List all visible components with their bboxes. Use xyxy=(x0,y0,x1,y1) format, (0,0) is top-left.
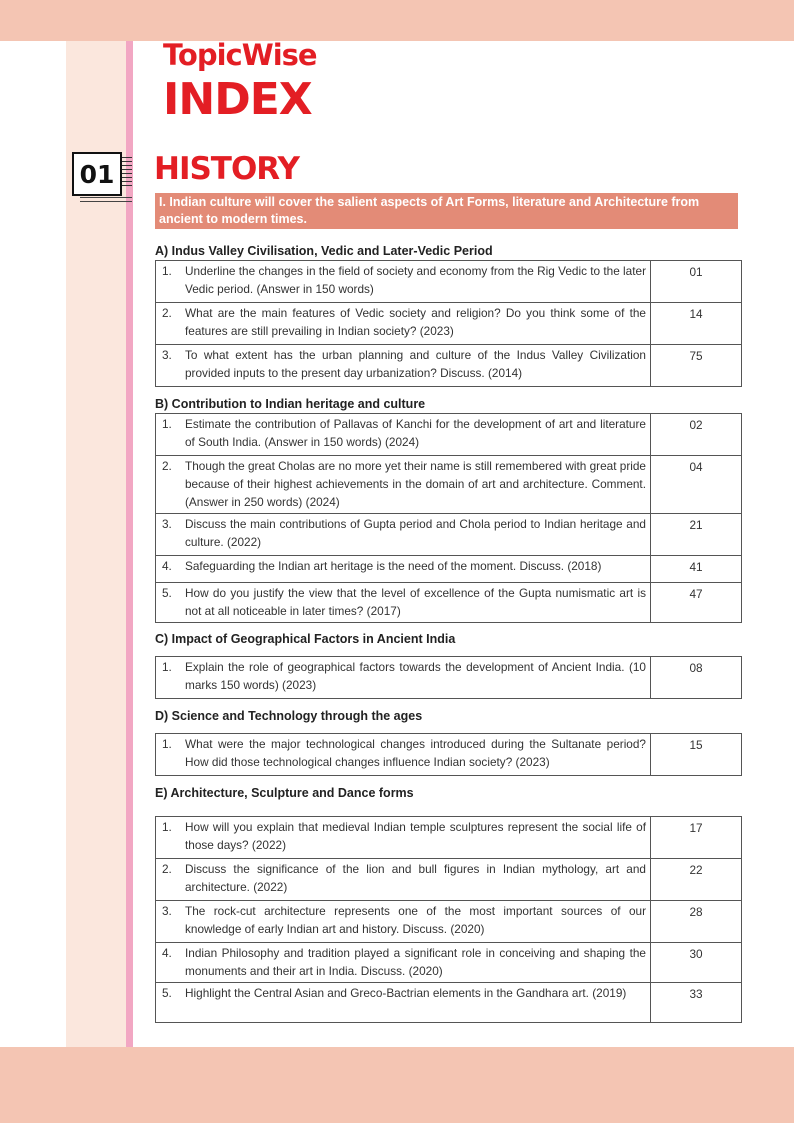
group-heading-a: A) Indus Valley Civilisation, Vedic and Later-Vedic Period xyxy=(155,244,493,258)
page-number: 01 xyxy=(651,261,742,303)
question-text: How do you justify the view that the level of excellence of the Gupta numismatic art is not at all noticeable in later times? (2017) xyxy=(185,586,646,618)
table-row xyxy=(156,901,742,943)
page-number: 47 xyxy=(651,583,742,623)
group-heading-b: B) Contribution to Indian heritage and culture xyxy=(155,397,426,411)
page-number: 22 xyxy=(651,859,742,901)
page-number: 28 xyxy=(651,901,742,943)
table-row xyxy=(156,261,742,303)
brand-index: INDEX xyxy=(163,74,312,125)
question-number: 3. xyxy=(162,517,172,531)
question-number: 2. xyxy=(162,862,172,876)
question-text: Discuss the main contributions of Gupta period and Chola period to Indian heritage and culture. (2022) xyxy=(185,517,646,549)
page-number: 33 xyxy=(651,983,742,1023)
question-number: 3. xyxy=(162,904,172,918)
question-text: What were the major technological changes introduced during the Sultanate period? How did those technological changes influence Indian society? (2023) xyxy=(185,737,646,769)
question-number: 4. xyxy=(162,559,172,573)
question-text: Discuss the significance of the lion and bull figures in Indian mythology, art and architecture. (2022) xyxy=(185,862,646,894)
table-row xyxy=(156,456,742,514)
question-number: 1. xyxy=(162,660,172,674)
table-row xyxy=(156,345,742,387)
group-heading-c: C) Impact of Geographical Factors in Ancient India xyxy=(155,632,456,646)
group-heading-e: E) Architecture, Sculpture and Dance forms xyxy=(155,786,414,800)
question-table-d xyxy=(155,733,742,776)
question-number: 5. xyxy=(162,986,172,1000)
question-number: 2. xyxy=(162,306,172,320)
question-text: Safeguarding the Indian art heritage is the need of the moment. Discuss. (2018) xyxy=(185,559,602,573)
page-number: 30 xyxy=(651,943,742,983)
question-number: 4. xyxy=(162,946,172,960)
question-number: 1. xyxy=(162,417,172,431)
page-number: 75 xyxy=(651,345,742,387)
question-text: Highlight the Central Asian and Greco-Bactrian elements in the Gandhara art. (2019) xyxy=(185,986,627,1000)
question-number: 1. xyxy=(162,737,172,751)
table-row xyxy=(156,303,742,345)
bottom-band xyxy=(0,1047,794,1123)
question-text: Explain the role of geographical factors towards the development of Ancient India. (10 marks 150 words) (2023) xyxy=(185,660,646,692)
table-row xyxy=(156,859,742,901)
table-row xyxy=(156,817,742,859)
group-heading-d: D) Science and Technology through the ages xyxy=(155,709,423,723)
page-number: 21 xyxy=(651,514,742,556)
question-text: Though the great Cholas are no more yet their name is still remembered with great pride because of their highest achievements in the domain of art and architecture. Comment. (Answer in 250 words) (2024) xyxy=(185,459,646,509)
question-number: 1. xyxy=(162,820,172,834)
table-row xyxy=(156,556,742,583)
question-text: The rock-cut architecture represents one of the most important sources of our knowledge of early Indian art and history. Discuss. (2020) xyxy=(185,904,646,936)
top-band xyxy=(0,0,794,41)
question-number: 5. xyxy=(162,586,172,600)
theme-banner: I. Indian culture will cover the salient aspects of Art Forms, literature and Architecture from ancient to modern times. xyxy=(155,193,738,229)
page-number: 08 xyxy=(651,657,742,699)
question-text: Underline the changes in the field of society and economy from the Rig Vedic to the later Vedic period. (Answer in 150 words) xyxy=(185,264,647,296)
table-row xyxy=(156,657,742,699)
question-text: To what extent has the urban planning and culture of the Indus Valley Civilization provided inputs to the present day urbanization? Discuss. (2014) xyxy=(185,348,646,380)
question-text: How will you explain that medieval Indian temple sculptures represent the social life of those days? (2022) xyxy=(185,820,646,852)
question-number: 2. xyxy=(162,459,172,473)
page-number: 17 xyxy=(651,817,742,859)
question-number: 3. xyxy=(162,348,172,362)
table-row xyxy=(156,583,742,623)
page-number: 02 xyxy=(651,414,742,456)
question-table-e xyxy=(155,816,742,1023)
page-number: 14 xyxy=(651,303,742,345)
question-table-b xyxy=(155,413,742,623)
table-row xyxy=(156,734,742,776)
question-number: 1. xyxy=(162,264,172,278)
page-number: 41 xyxy=(651,556,742,583)
section-number-decoration xyxy=(80,197,132,205)
table-row xyxy=(156,514,742,556)
table-row xyxy=(156,983,742,1023)
page-number: 15 xyxy=(651,734,742,776)
question-table-a xyxy=(155,260,742,387)
page-number: 04 xyxy=(651,456,742,514)
section-title: HISTORY xyxy=(154,151,299,187)
brand-topicwise: TopicWise xyxy=(163,38,317,72)
table-row xyxy=(156,943,742,983)
question-text: Indian Philosophy and tradition played a significant role in conceiving and shaping the monuments and their art in India. Discuss. (2020) xyxy=(185,946,646,978)
left-stripe xyxy=(126,41,133,1047)
question-table-c xyxy=(155,656,742,699)
section-number: 01 xyxy=(72,152,122,196)
question-text: What are the main features of Vedic society and religion? Do you think some of the features are still prevailing in Indian society? (2023) xyxy=(185,306,646,338)
question-text: Estimate the contribution of Pallavas of Kanchi for the development of art and literature of South India. (Answer in 150 words) (2024) xyxy=(185,417,646,449)
table-row xyxy=(156,414,742,456)
